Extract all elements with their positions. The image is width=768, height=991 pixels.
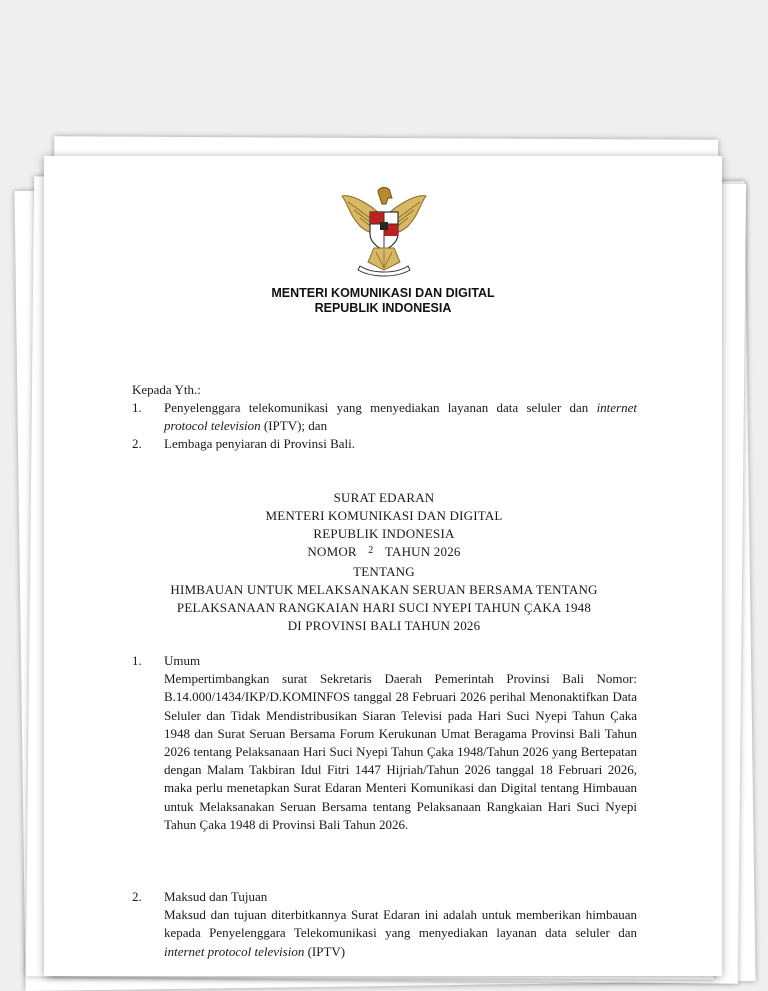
list-item <box>132 435 637 453</box>
garuda-emblem-icon <box>338 182 430 278</box>
section-body-italic: internet protocol television <box>164 943 305 959</box>
section-heading <box>132 652 637 670</box>
section-maksud-tujuan <box>132 888 637 961</box>
nomor-value: 2 <box>368 545 374 556</box>
addressee-label: Kepada Yth.: <box>132 382 201 397</box>
section-body-part: (IPTV) <box>304 943 346 959</box>
list-text: Lembaga penyiaran di Provinsi Bali. <box>164 436 355 451</box>
document-page <box>44 156 722 976</box>
letterhead-line2: REPUBLIK INDONESIA <box>314 301 452 315</box>
title-nomor <box>124 543 644 563</box>
list-text-part: (IPTV); dan <box>260 418 328 433</box>
title-subject: DI PROVINSI BALI TAHUN 2026 <box>287 618 481 633</box>
letterhead <box>44 286 722 316</box>
section-title: Umum <box>164 653 201 668</box>
list-number: 1. <box>132 400 142 415</box>
list-text-part: Penyelenggara telekomunikasi yang menyediakan layanan data seluler dan <box>164 400 597 415</box>
list-item <box>132 399 637 435</box>
section-number: 2. <box>132 889 142 904</box>
addressee-block <box>132 381 637 453</box>
title-subject: PELAKSANAAN RANGKAIAN HARI SUCI NYEPI TAHUN ÇAKA 1948 <box>176 600 592 615</box>
section-title: Maksud dan Tujuan <box>164 889 268 904</box>
document-title <box>124 489 644 635</box>
list-number: 2. <box>132 436 142 451</box>
letterhead-line1: MENTERI KOMUNIKASI DAN DIGITAL <box>271 286 495 300</box>
title-subject: HIMBAUAN UNTUK MELAKSANAKAN SERUAN BERSAMA TENTANG <box>170 582 598 597</box>
section-umum <box>132 652 637 834</box>
section-heading <box>132 888 637 906</box>
title-line: MENTERI KOMUNIKASI DAN DIGITAL <box>265 508 503 523</box>
nomor-label: NOMOR <box>307 544 357 559</box>
title-line: SURAT EDARAN <box>333 490 435 505</box>
section-body-part: Maksud dan tujuan diterbitkannya Surat Edaran ini adalah untuk memberikan himbauan kepada Penyelenggara Telekomunikasi yang menyediakan layanan data seluler dan <box>164 907 637 941</box>
nomor-tahun: TAHUN 2026 <box>384 544 461 559</box>
section-body <box>164 906 637 961</box>
section-number: 1. <box>132 653 142 668</box>
section-body: Mempertimbangkan surat Sekretaris Daerah Pemerintah Provinsi Bali Nomor: B.14.000/1434/IKP/D.KOMINFOS tanggal 28 Februari 2026 perihal Menonaktifkan Data Seluler dan Tidak Mendistribusikan Siaran Televisi pada Hari Suci Nyepi Tahun Çaka 1948 dan Surat Seruan Bersama Forum Kerukunan Umat Beragama Provinsi Bali Tahun 2026 tentang Pelaksanaan Hari Suci Nyepi Tahun Çaka 1948/Tahun 2026 yang Bertepatan dengan Malam Takbiran Idul Fitri 1447 Hijriah/Tahun 2026 tanggal 18 Februari 2026, maka perlu menetapkan Surat Edaran Menteri Komunikasi dan Digital tentang Himbauan untuk Melaksanakan Seruan Bersama tentang Pelaksanaan Rangkaian Hari Suci Nyepi Tahun Çaka 1948 di Provinsi Bali Tahun 2026. <box>164 671 637 832</box>
list-text <box>164 399 637 435</box>
title-tentang: TENTANG <box>353 564 415 579</box>
title-line: REPUBLIK INDONESIA <box>313 526 455 541</box>
list-text-italic: internet protocol television <box>164 400 637 433</box>
